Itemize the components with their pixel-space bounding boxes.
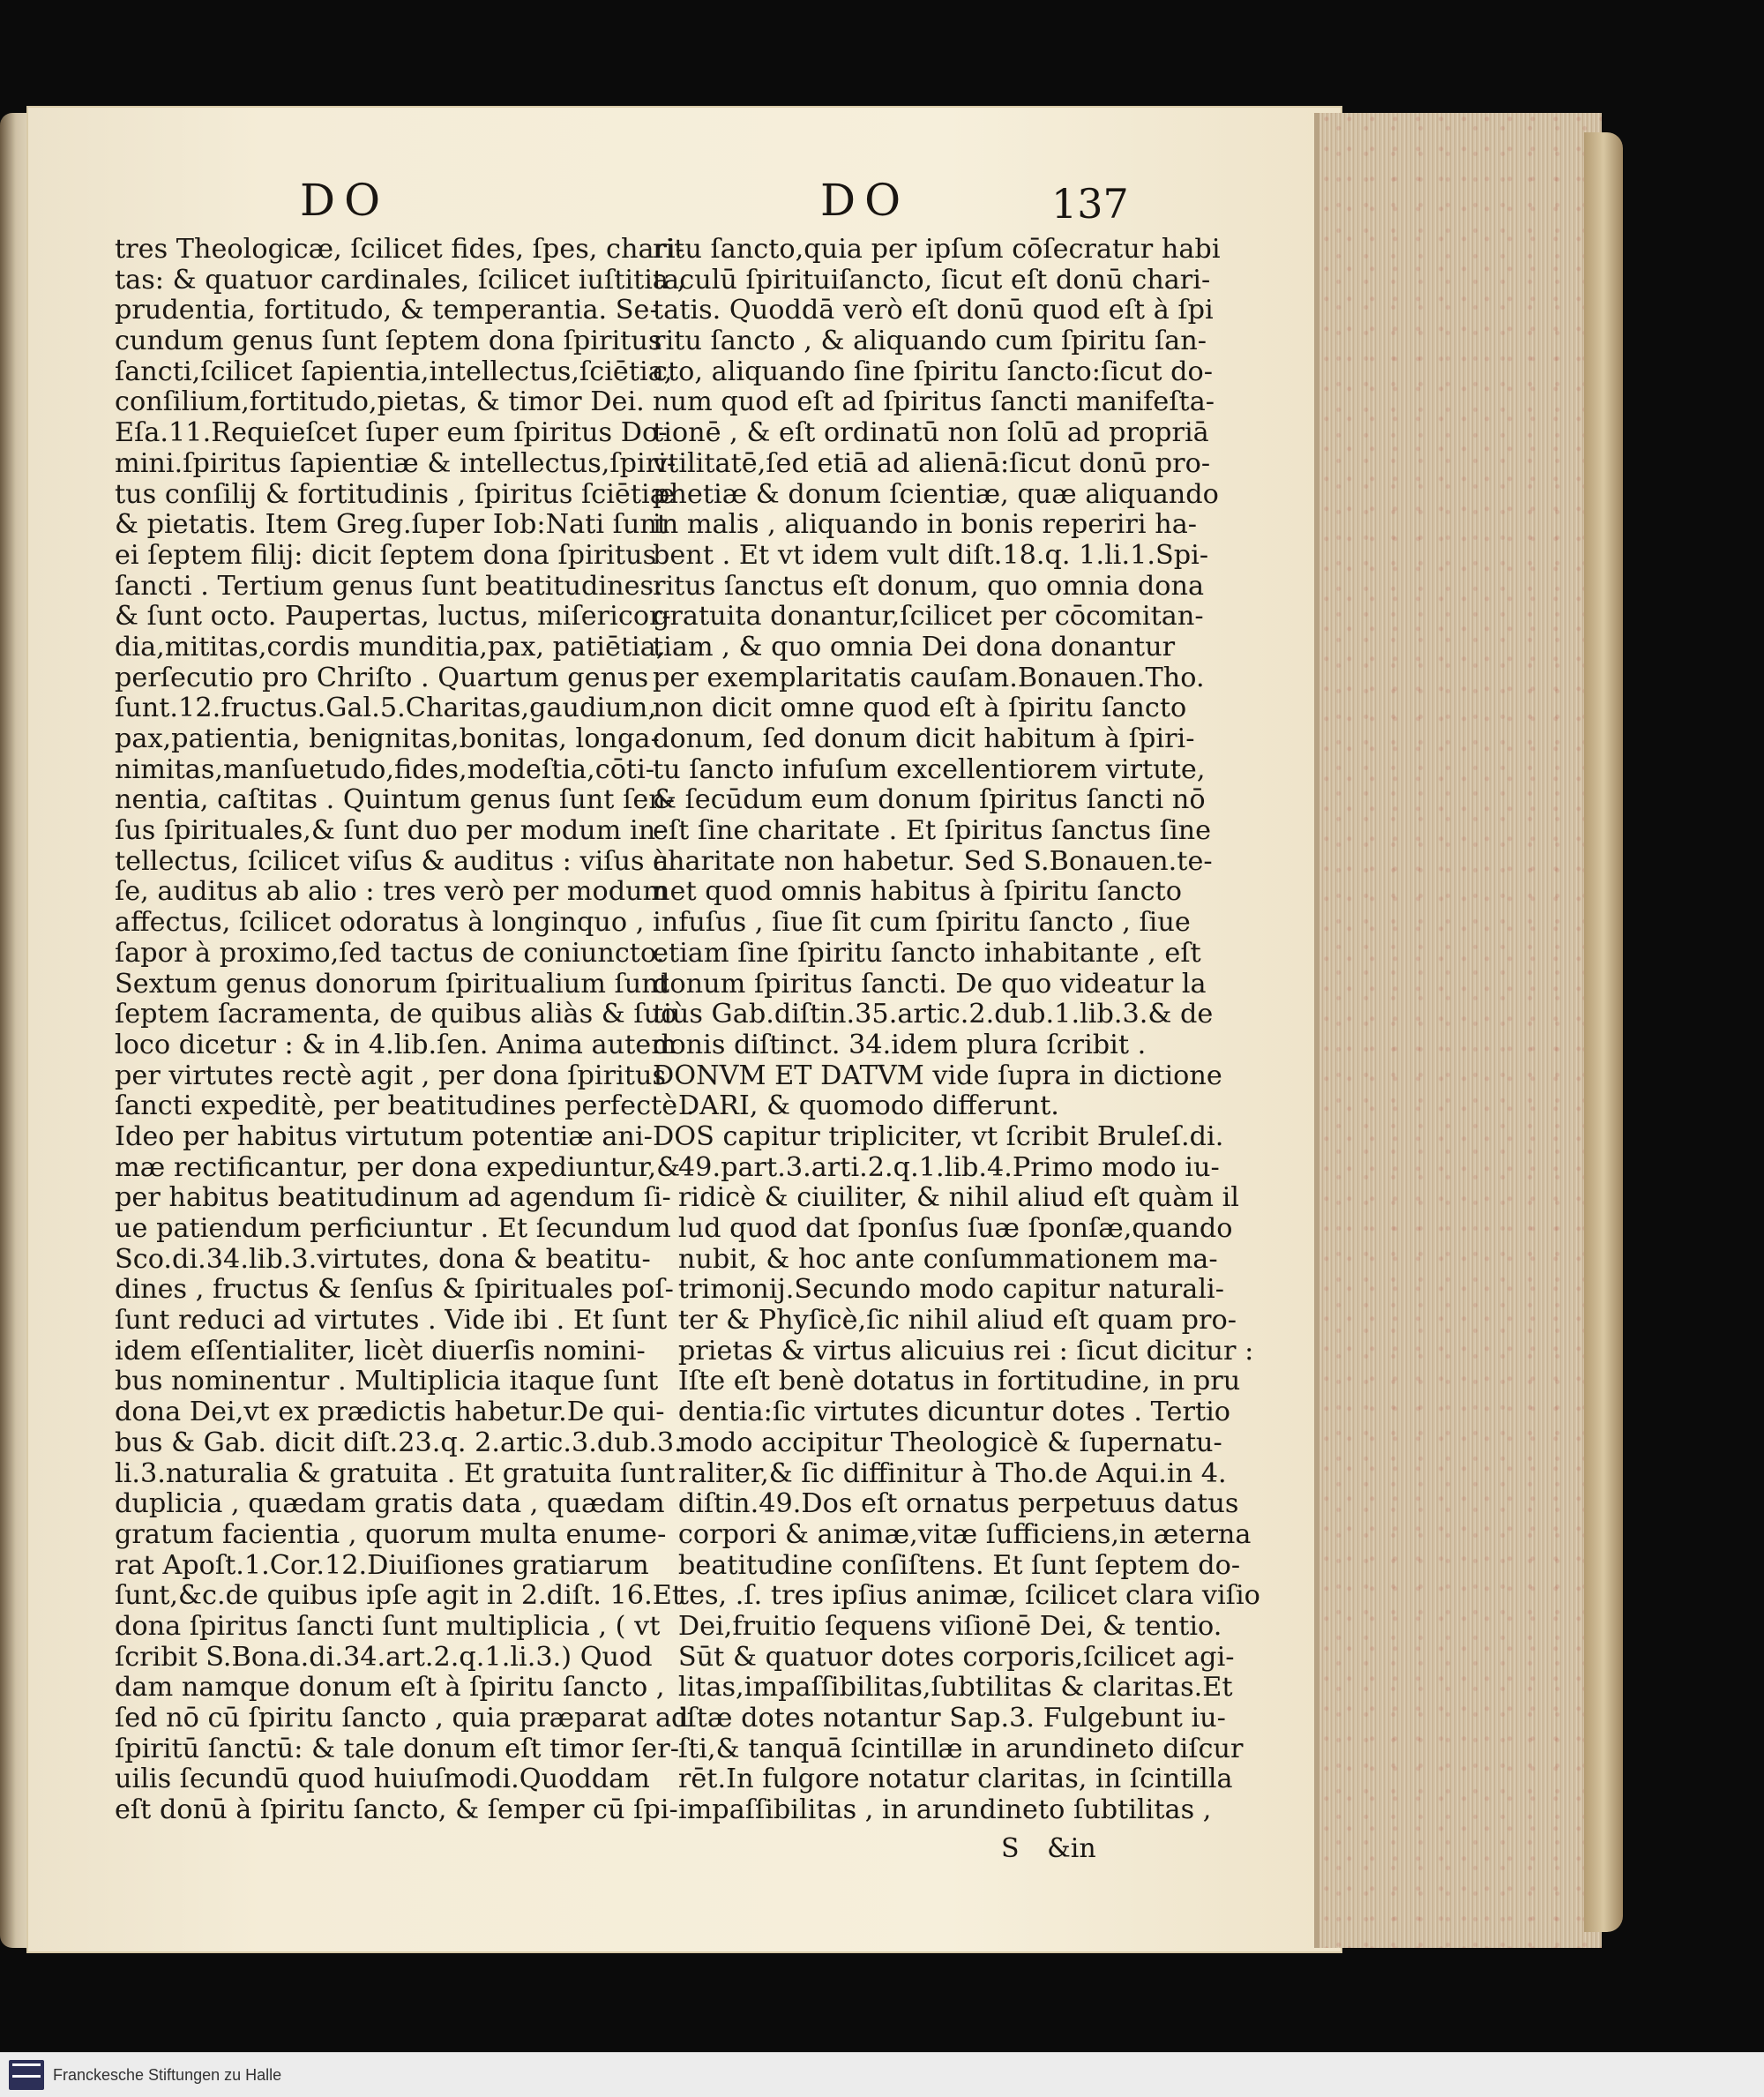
text-line: tas: & quatuor cardinales, ſcilicet iuſtitia , bbox=[115, 264, 686, 296]
text-line: DOS capitur tripliciter, vt ſcribit Bruleſ.di. bbox=[653, 1120, 1224, 1152]
text-line: ſunt.12.fructus.Gal.5.Charitas,gaudium, bbox=[115, 693, 657, 724]
text-line: mæ rectificantur, per dona expediuntur,& bbox=[115, 1151, 681, 1183]
text-line: ſunt,&c.de quibus ipſe agit in 2.diſt. 16.Et bbox=[115, 1580, 684, 1612]
attribution-text: Franckesche Stiftungen zu Halle bbox=[53, 2066, 282, 2084]
text-line: diſtin.49.Dos eſt ornatus perpetuus datus bbox=[653, 1488, 1239, 1520]
text-line: per habitus beatitudinum ad agendum ſi- bbox=[115, 1182, 671, 1214]
text-line: tus conſilij & fortitudinis , ſpiritus ſciētiæ bbox=[115, 478, 676, 510]
text-line: nimitas,manſuetudo,fides,modeſtia,cōti- bbox=[115, 753, 655, 785]
footer-bar bbox=[0, 2052, 1764, 2097]
text-line: ſti,& tanquā ſcintillæ in arundineto diſcur bbox=[653, 1733, 1244, 1764]
text-line: uilis ſecundū quod huiuſmodi.Quoddam bbox=[115, 1764, 650, 1795]
text-line: & ſunt octo. Paupertas, luctus, miſericor- bbox=[115, 601, 671, 633]
text-line: tes, .ſ. tres ipſius animæ, ſcilicet clara viſio bbox=[653, 1580, 1260, 1612]
text-line: beatitudine conſiſtens. Et ſunt ſeptem do- bbox=[653, 1549, 1241, 1581]
text-line: per exemplaritatis cauſam.Bonauen.Tho. bbox=[653, 662, 1205, 693]
text-line: gratuita donantur,ſcilicet per cōcomitan- bbox=[653, 601, 1204, 633]
text-line: dines , fructus & ſenſus & ſpirituales poſ- bbox=[115, 1274, 674, 1306]
text-line: tu ſancto infuſum excellentiorem virtute, bbox=[653, 753, 1206, 785]
text-line: corpori & animæ,vitæ ſufficiens,in æterna bbox=[653, 1518, 1252, 1550]
text-line: lud quod dat ſponſus ſuæ ſponſæ,quando bbox=[653, 1213, 1233, 1244]
text-line: etiam ſine ſpiritu ſancto inhabitante , eſt bbox=[653, 937, 1201, 969]
text-line: tres Theologicæ, ſcilicet fides, ſpes, chari- bbox=[115, 234, 684, 265]
text-line: non dicit omne quod eſt à ſpiritu ſancto bbox=[653, 693, 1187, 724]
text-line: rēt.In fulgore notatur claritas, in ſcintilla bbox=[653, 1764, 1233, 1795]
text-line: bus nominentur . Multiplicia itaque ſunt bbox=[115, 1366, 659, 1397]
text-line: litas,impaſſibilitas,ſubtilitas & claritas.Et bbox=[653, 1672, 1233, 1704]
text-line: dona Dei,vt ex prædictis habetur.De qui- bbox=[115, 1397, 665, 1428]
text-line: eſt ſine charitate . Et ſpiritus ſanctus ſine bbox=[653, 815, 1212, 847]
text-line: charitate non habetur. Sed S.Bonauen.te- bbox=[653, 845, 1213, 877]
text-line: ſancti,ſcilicet ſapientia,intellectus,ſciētia, bbox=[115, 356, 673, 387]
text-line: net quod omnis habitus à ſpiritu ſancto bbox=[653, 876, 1182, 908]
text-line: Dei,fruitio ſequens viſionē Dei, & tentio. bbox=[653, 1610, 1222, 1642]
text-line: phetiæ & donum ſcientiæ, quæ aliquando bbox=[653, 478, 1219, 510]
text-line: ſeptem ſacramenta, de quibus aliàs & ſuo bbox=[115, 999, 677, 1030]
text-line: vtilitatē,ſed etiā ad alienā:ſicut donū pro- bbox=[653, 447, 1211, 479]
text-line: nubit, & hoc ante conſummationem ma- bbox=[653, 1243, 1218, 1275]
running-head-right: DO bbox=[820, 175, 910, 226]
text-line: ſe, auditus ab alio : tres verò per modum bbox=[115, 876, 669, 908]
text-line: ridicè & ciuiliter, & nihil aliud eſt quàm il bbox=[653, 1182, 1239, 1214]
text-column-right bbox=[653, 234, 1260, 1826]
text-line: Eſa.11.Requieſcet ſuper eum ſpiritus Do- bbox=[115, 417, 668, 449]
page-number: 137 bbox=[1051, 180, 1129, 228]
text-line: ſed nō cū ſpiritu ſancto , quia præparat ad bbox=[115, 1703, 689, 1734]
text-line: ritu ſancto,quia per ipſum cōſecratur habi bbox=[653, 234, 1221, 265]
text-line: donum ſpiritus ſancti. De quo videatur la bbox=[653, 968, 1207, 1000]
text-line: ue patiendum perficiuntur . Et ſecundum bbox=[115, 1213, 671, 1244]
text-line: Sūt & quatuor dotes corporis,ſcilicet agi- bbox=[653, 1641, 1235, 1673]
text-line: & ſecūdum eum donum ſpiritus ſancti nō bbox=[653, 784, 1206, 816]
text-line: affectus, ſcilicet odoratus à longinquo , bbox=[115, 907, 645, 939]
text-line: Ideo per habitus virtutum potentiæ ani- bbox=[115, 1120, 653, 1152]
text-line: ſancti . Tertium genus ſunt beatitudines: bbox=[115, 570, 663, 602]
text-line: raliter,& ſic diffinitur à Tho.de Aqui.in 4. bbox=[653, 1457, 1227, 1489]
text-line: ſus ſpirituales,& ſunt duo per modum in- bbox=[115, 815, 665, 847]
text-line: taculū ſpirituiſancto, ſicut eſt donū chari- bbox=[653, 264, 1211, 296]
text-line: prietas & virtus alicuius rei : ſicut dicitur : bbox=[653, 1335, 1254, 1367]
text-line: conſilium,fortitudo,pietas, & timor Dei. bbox=[115, 386, 645, 418]
page-block-fore-edge bbox=[1314, 113, 1602, 1948]
signature-catchword: S &in bbox=[1001, 1833, 1096, 1864]
text-line: Sextum genus donorum ſpiritualium ſunt bbox=[115, 968, 669, 1000]
text-line: prudentia, fortitudo, & temperantia. Se- bbox=[115, 295, 659, 326]
text-line: impaſſibilitas , in arundineto ſubtilitas , bbox=[653, 1794, 1212, 1826]
text-line: mini.ſpiritus ſapientiæ & intellectus,ſpiri- bbox=[115, 447, 676, 479]
text-line: eſt donū à ſpiritu ſancto, & ſemper cū ſpi- bbox=[115, 1794, 678, 1826]
text-line: loco dicetur : & in 4.lib.ſen. Anima autem bbox=[115, 1029, 676, 1060]
text-line: perſecutio pro Chriſto . Quartum genus bbox=[115, 662, 649, 693]
text-column-left bbox=[115, 234, 695, 1826]
text-line: ſapor à proximo,ſed tactus de coniuncto. bbox=[115, 937, 665, 969]
text-line: idem eſſentialiter, licèt diuerſis nomini- bbox=[115, 1335, 646, 1367]
text-line: ſancti expeditè, per beatitudines perfectè . bbox=[115, 1090, 695, 1122]
text-line: ſunt reduci ad virtutes . Vide ibi . Et ſunt bbox=[115, 1305, 668, 1337]
text-line: nentia, caſtitas . Quintum genus ſunt ſen- bbox=[115, 784, 675, 816]
text-line: donum, ſed donum dicit habitum à ſpiri- bbox=[653, 723, 1195, 754]
text-line: bus & Gab. dicit diſt.23.q. 2.artic.3.dub.3. bbox=[115, 1427, 683, 1458]
text-line: ſpiritū ſanctū: & tale donum eſt timor ſer- bbox=[115, 1733, 679, 1764]
text-line: ritu ſancto , & aliquando cum ſpiritu ſan- bbox=[653, 326, 1207, 357]
text-line: tiam , & quo omnia Dei dona donantur bbox=[653, 631, 1176, 663]
text-line: tatis. Quoddā verò eſt donū quod eſt à ſpi bbox=[653, 295, 1214, 326]
text-line: ei ſeptem filij: dicit ſeptem dona ſpiritus bbox=[115, 539, 657, 571]
text-line: DONVM ET DATVM vide ſupra in dictione bbox=[653, 1060, 1222, 1091]
text-line: in malis , aliquando in bonis reperiri ha- bbox=[653, 509, 1198, 541]
text-line: & pietatis. Item Greg.ſuper Iob:Nati ſunt bbox=[115, 509, 669, 541]
text-line: trimonij.Secundo modo capitur naturali- bbox=[653, 1274, 1224, 1306]
text-line: rat Apoſt.1.Cor.12.Diuiſiones gratiarum bbox=[115, 1549, 649, 1581]
text-line: cundum genus ſunt ſeptem dona ſpiritus bbox=[115, 326, 662, 357]
text-line: Sco.di.34.lib.3.virtutes, dona & beatitu- bbox=[115, 1243, 651, 1275]
institution-logo-icon bbox=[9, 2060, 44, 2090]
text-line: iſtæ dotes notantur Sap.3. Fulgebunt iu- bbox=[653, 1703, 1226, 1734]
text-line: num quod eſt ad ſpiritus ſancti manifeſta- bbox=[653, 386, 1215, 418]
text-line: li.3.naturalia & gratuita . Et gratuita ſunt bbox=[115, 1457, 676, 1489]
text-line: 49.part.3.arti.2.q.1.lib.4.Primo modo iu- bbox=[653, 1151, 1220, 1183]
text-line: DARI, & quomodo differunt. bbox=[653, 1090, 1059, 1122]
text-line: infuſus , ſiue ſit cum ſpiritu ſancto , ſiue bbox=[653, 907, 1191, 939]
text-line: pax,patientia, benignitas,bonitas, longa- bbox=[115, 723, 660, 754]
text-line: dia,mititas,cordis munditia,pax, patiētia, bbox=[115, 631, 665, 663]
text-line: gratum facientia , quorum multa enume- bbox=[115, 1518, 667, 1550]
text-line: Iſte eſt benè dotatus in fortitudine, in pru bbox=[653, 1366, 1241, 1397]
text-line: modo accipitur Theologicè & ſupernatu- bbox=[653, 1427, 1222, 1458]
text-line: ſcribit S.Bona.di.34.art.2.q.1.li.3.) Quod bbox=[115, 1641, 653, 1673]
text-line: bent . Et vt idem vult diſt.18.q. 1.li.1.Spi- bbox=[653, 539, 1209, 571]
text-line: cto, aliquando ſine ſpiritu ſancto:ſicut do- bbox=[653, 356, 1214, 387]
text-line: dentia:ſic virtutes dicuntur dotes . Tertio bbox=[653, 1397, 1231, 1428]
text-line: dona ſpiritus ſancti ſunt multiplicia , ( vt bbox=[115, 1610, 661, 1642]
text-line: tiùs Gab.diſtin.35.artic.2.dub.1.lib.3.& de bbox=[653, 999, 1214, 1030]
text-line: tellectus, ſcilicet viſus & auditus : viſus à bbox=[115, 845, 669, 877]
running-head-left: DO bbox=[300, 175, 390, 226]
text-line: ter & Phyſicè,ſic nihil aliud eſt quam pro- bbox=[653, 1305, 1237, 1337]
text-line: tionē , & eſt ordinatū non ſolū ad propriā bbox=[653, 417, 1209, 449]
text-line: duplicia , quædam gratis data , quædam bbox=[115, 1488, 665, 1520]
text-line: per virtutes rectè agit , per dona ſpiritus bbox=[115, 1060, 667, 1091]
cover-board bbox=[1584, 132, 1623, 1932]
text-line: dam namque donum eſt à ſpiritu ſancto , bbox=[115, 1672, 665, 1704]
text-line: donis diſtinct. 34.idem plura ſcribit . bbox=[653, 1029, 1147, 1060]
text-line: ritus ſanctus eſt donum, quo omnia dona bbox=[653, 570, 1205, 602]
